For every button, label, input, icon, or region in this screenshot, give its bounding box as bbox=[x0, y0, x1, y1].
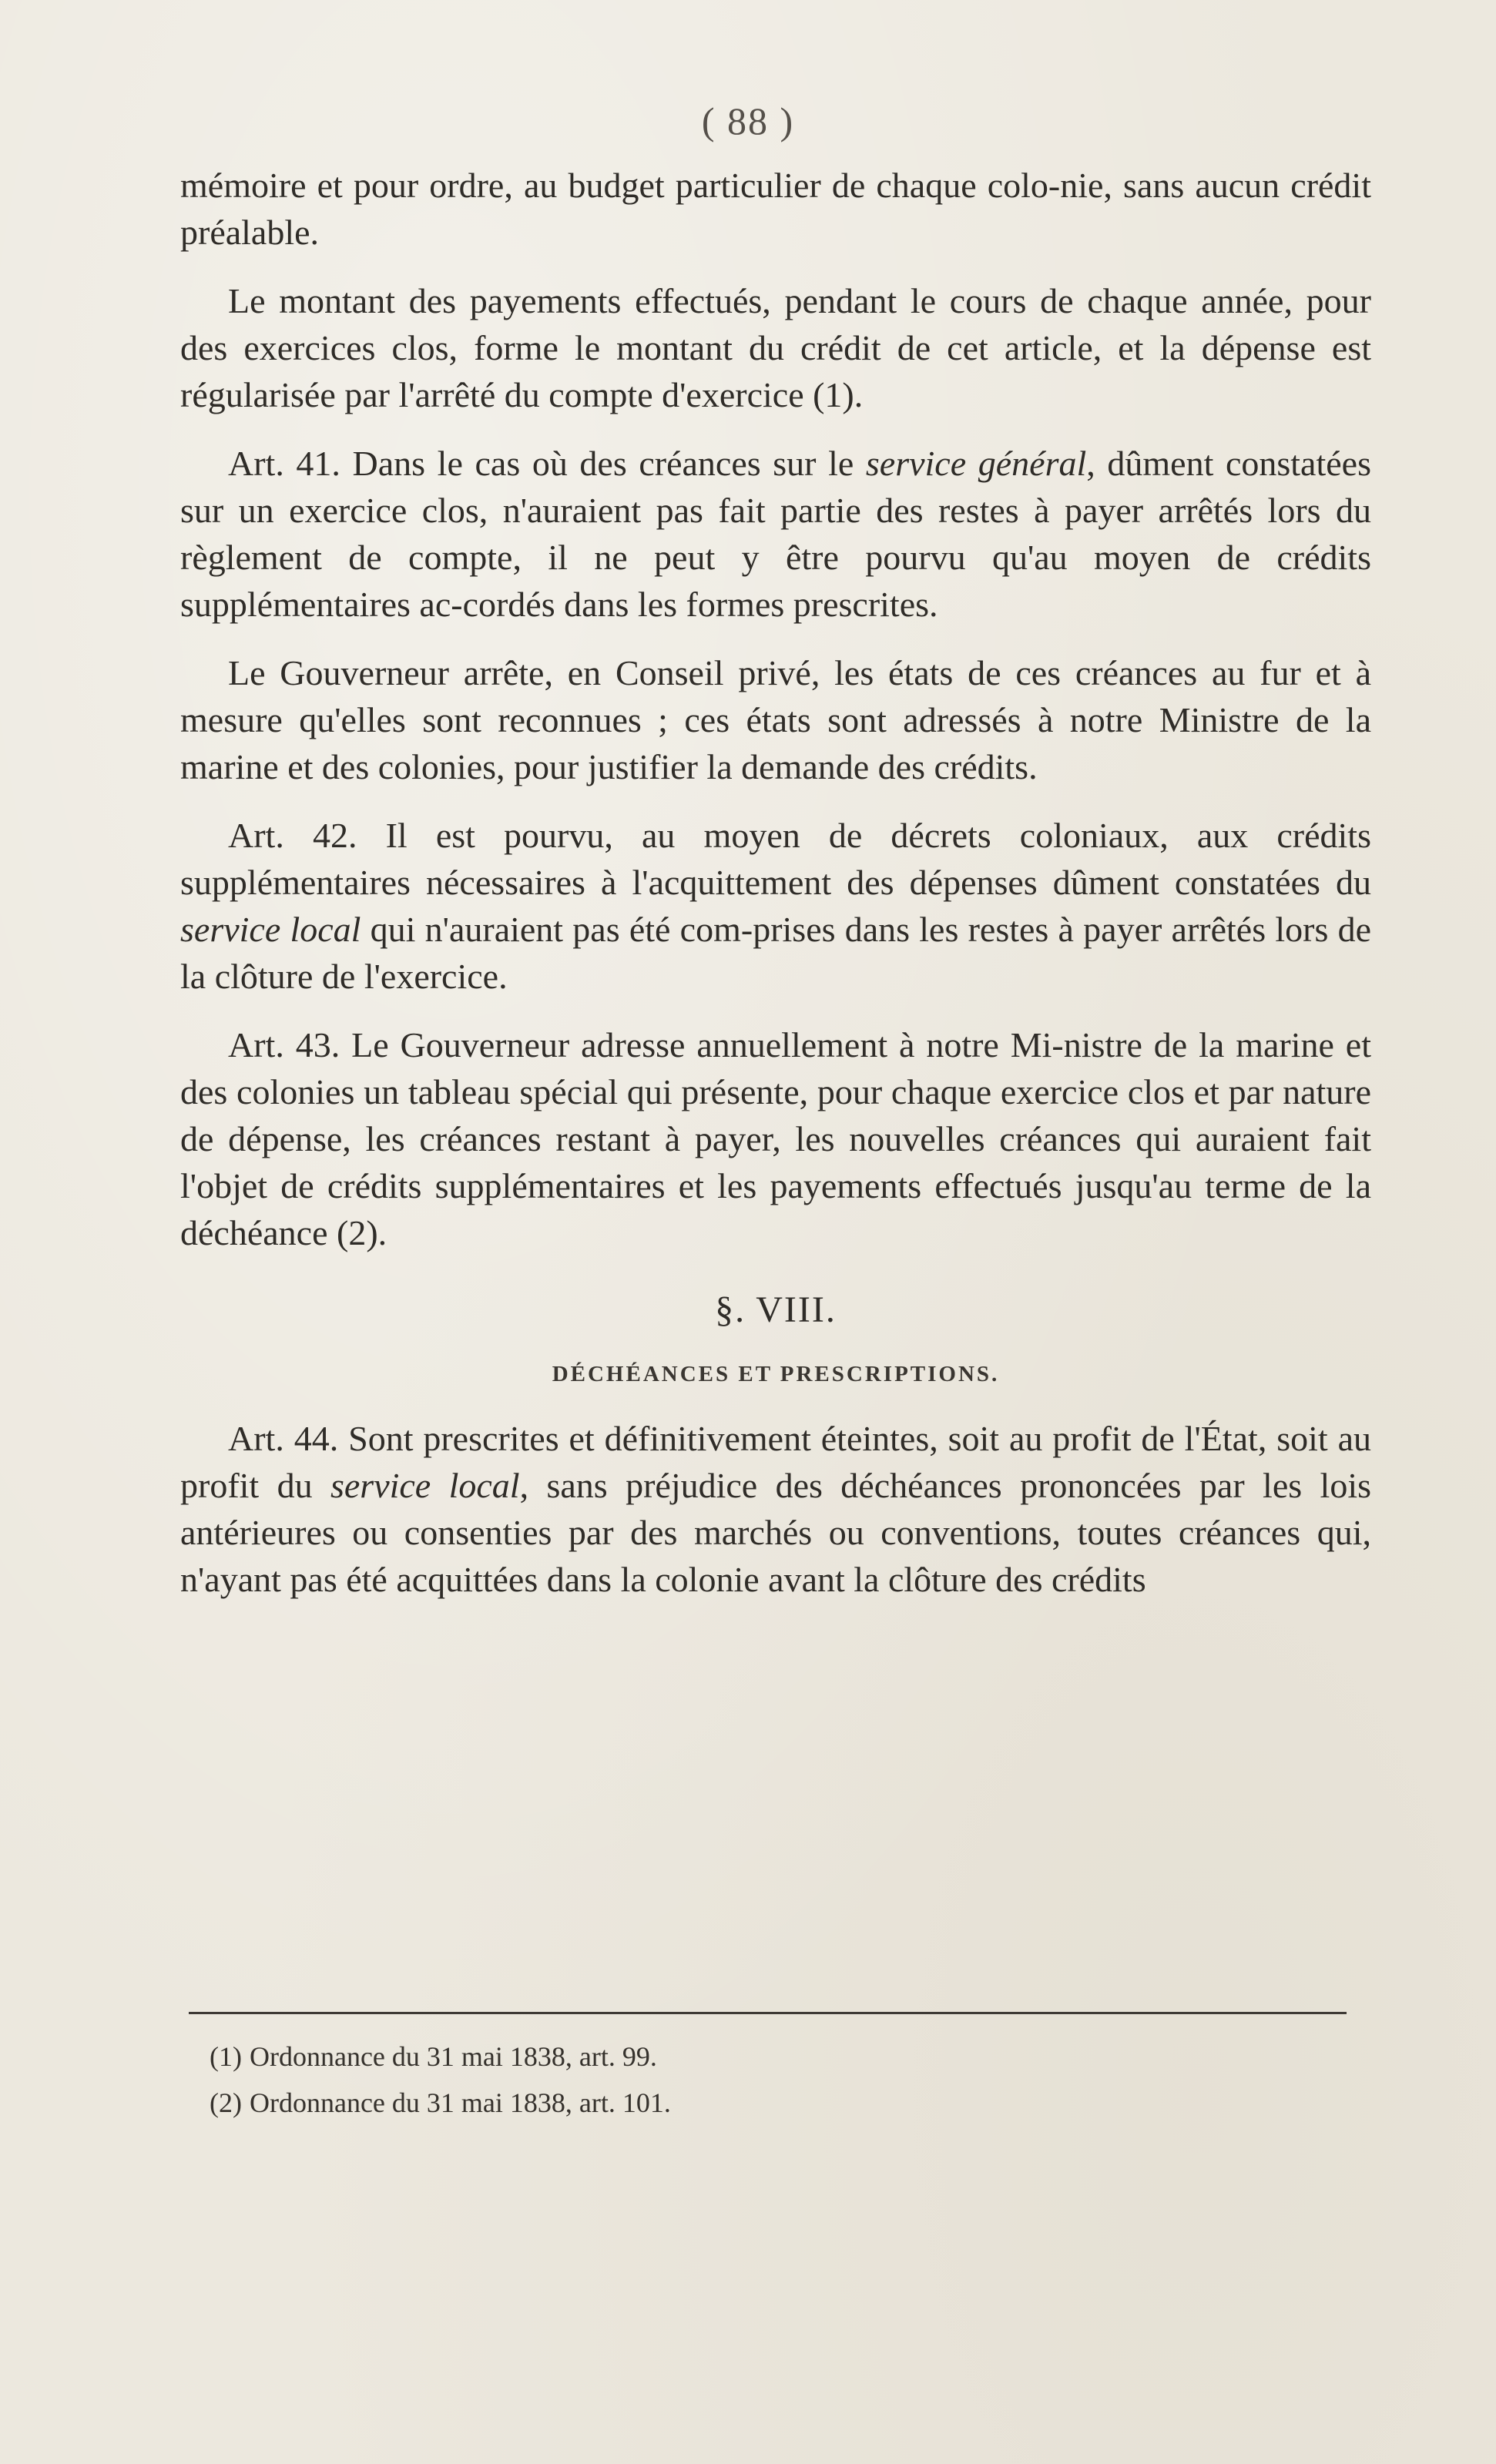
footnote-item bbox=[210, 2033, 1288, 2080]
article-text: , sans préjudice des déchéances prononcées par les lois antérieures ou consenties par des marchés ou conventions, toutes créances qui, n'ayant pas été acquittées dans la colonie avant la clôture des crédits bbox=[180, 1466, 1371, 1599]
footnote-number: (2) bbox=[210, 2087, 242, 2118]
article-text: Sont prescrites et définitivement éteintes, soit au profit de l'État, soit au profit du bbox=[180, 1419, 1371, 1505]
footnote-text: Ordonnance du 31 mai 1838, art. 99. bbox=[249, 2041, 657, 2072]
article-text: Le Gouverneur adresse annuellement à notre Mi-nistre de la marine et des colonies un tableau spécial qui présente, pour chaque exercice clos et par nature de dépense, les créances restant à payer, les nouvelles créances qui auraient fait l'objet de crédits supplémentaires et les payements effectués jusqu'au terme de la déchéance (2). bbox=[180, 1025, 1371, 1252]
article-label: Art. 41. bbox=[228, 444, 340, 483]
footnote-text: Ordonnance du 31 mai 1838, art. 101. bbox=[249, 2087, 671, 2118]
article-text: Dans le cas où des créances sur le bbox=[340, 444, 866, 483]
paragraph-montant: Le montant des payements effectués, pendant le cours de chaque année, pour des exercices clos, forme le montant du crédit de cet article, et la dépense est régularisée par l'arrêté du compte d'exercice (1). bbox=[180, 281, 1371, 414]
article-label: Art. 44. bbox=[228, 1419, 339, 1458]
footnote-number: (1) bbox=[210, 2041, 242, 2072]
body-text bbox=[180, 162, 1371, 1624]
paragraph-continuation: mémoire et pour ordre, au budget particulier de chaque colo-nie, sans aucun crédit préalable. bbox=[180, 166, 1371, 252]
footnotes bbox=[210, 2033, 1288, 2126]
italic-term: service général bbox=[865, 444, 1087, 483]
italic-term: service local bbox=[330, 1466, 520, 1505]
article-text: , dûment constatées sur un exercice clos, n'auraient pas fait partie des restes à payer arrêtés lors du règlement de compte, il ne peut y être pourvu qu'au moyen de crédits supplémentaires ac-cordés dans les formes prescrites. bbox=[180, 444, 1371, 624]
article-label: Art. 42. bbox=[228, 816, 357, 855]
article-label: Art. 43. bbox=[228, 1025, 340, 1064]
paragraph-article-41 bbox=[180, 440, 1371, 628]
paragraph-gouverneur: Le Gouverneur arrête, en Conseil privé, les états de ces créances au fur et à mesure qu'elles sont reconnues ; ces états sont adressés à notre Ministre de la marine et des colonies, pour justifier la demande des crédits. bbox=[180, 653, 1371, 786]
paragraph-article-42 bbox=[180, 812, 1371, 1000]
italic-term: service local bbox=[180, 910, 361, 949]
article-text: Il est pourvu, au moyen de décrets coloniaux, aux crédits supplémentaires nécessaires à l'acquittement des dépenses dûment constatées du bbox=[180, 816, 1371, 902]
page-number: ( 88 ) bbox=[701, 99, 795, 142]
paragraph-article-43 bbox=[180, 1021, 1371, 1256]
footnote-divider bbox=[189, 2012, 1347, 2014]
paragraph-article-44 bbox=[180, 1415, 1371, 1603]
section-heading: §. VIII. bbox=[715, 1289, 837, 1330]
section-subtitle: DÉCHÉANCES ET PRESCRIPTIONS. bbox=[552, 1362, 1000, 1386]
article-text: qui n'auraient pas été com-prises dans les restes à payer arrêtés lors de la clôture de l'exercice. bbox=[180, 910, 1371, 996]
footnote-item bbox=[210, 2080, 1288, 2126]
